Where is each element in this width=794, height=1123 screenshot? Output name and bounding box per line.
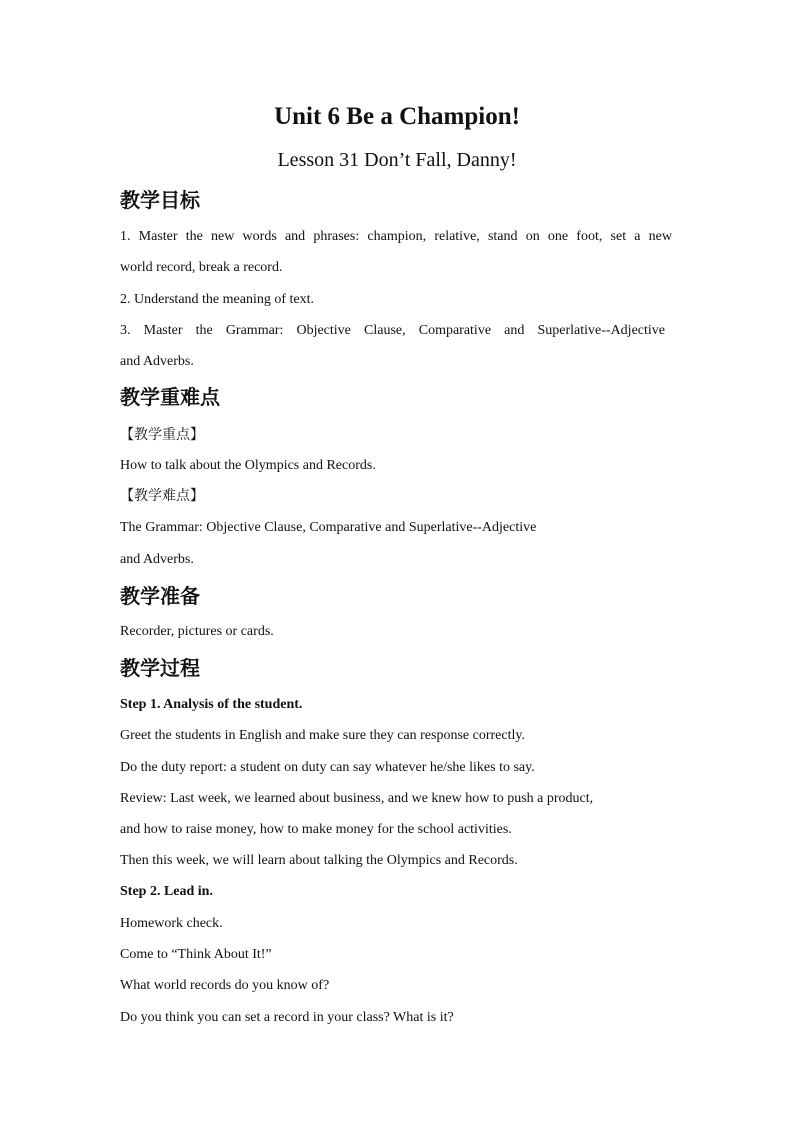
key-points-heading: 教学重难点 <box>120 385 220 409</box>
step1-line: Review: Last week, we learned about business, and we knew how to push a product, <box>120 791 594 806</box>
objective-line: 1. Master the new words and phrases: champion, relative, stand on one foot, set a new <box>120 229 672 244</box>
difficult-point-label: 【教学难点】 <box>120 488 204 504</box>
objective-line: 3. Master the Grammar: Objective Clause, Comparative and Superlative--Adjective <box>120 323 665 338</box>
objectives-heading: 教学目标 <box>120 188 200 212</box>
process-heading: 教学过程 <box>120 656 200 680</box>
step2-line: What world records do you know of? <box>120 978 330 993</box>
step1-line: Do the duty report: a student on duty can say whatever he/she likes to say. <box>120 760 535 775</box>
key-point-text: How to talk about the Olympics and Records. <box>120 458 376 473</box>
step1-title: Step 1. Analysis of the student. <box>120 697 303 712</box>
difficult-point-line: The Grammar: Objective Clause, Comparative and Superlative--Adjective <box>120 520 537 535</box>
step1-line: and how to raise money, how to make money for the school activities. <box>120 822 512 837</box>
unit-title: Unit 6 Be a Champion! <box>274 103 520 130</box>
step2-line: Come to “Think About It!” <box>120 947 272 962</box>
step2-title: Step 2. Lead in. <box>120 884 213 899</box>
difficult-point-line: and Adverbs. <box>120 552 194 567</box>
preparation-text: Recorder, pictures or cards. <box>120 624 274 639</box>
lesson-subtitle: Lesson 31 Don’t Fall, Danny! <box>277 149 517 171</box>
step1-line: Greet the students in English and make sure they can response correctly. <box>120 728 525 743</box>
preparation-heading: 教学准备 <box>120 584 200 608</box>
step1-line: Then this week, we will learn about talking the Olympics and Records. <box>120 853 518 868</box>
step2-line: Homework check. <box>120 916 223 931</box>
objective-line: 2. Understand the meaning of text. <box>120 292 315 307</box>
objective-line: and Adverbs. <box>120 354 194 369</box>
step2-line: Do you think you can set a record in your class? What is it? <box>120 1010 454 1025</box>
key-point-label: 【教学重点】 <box>120 427 204 443</box>
objective-line: world record, break a record. <box>120 260 283 275</box>
